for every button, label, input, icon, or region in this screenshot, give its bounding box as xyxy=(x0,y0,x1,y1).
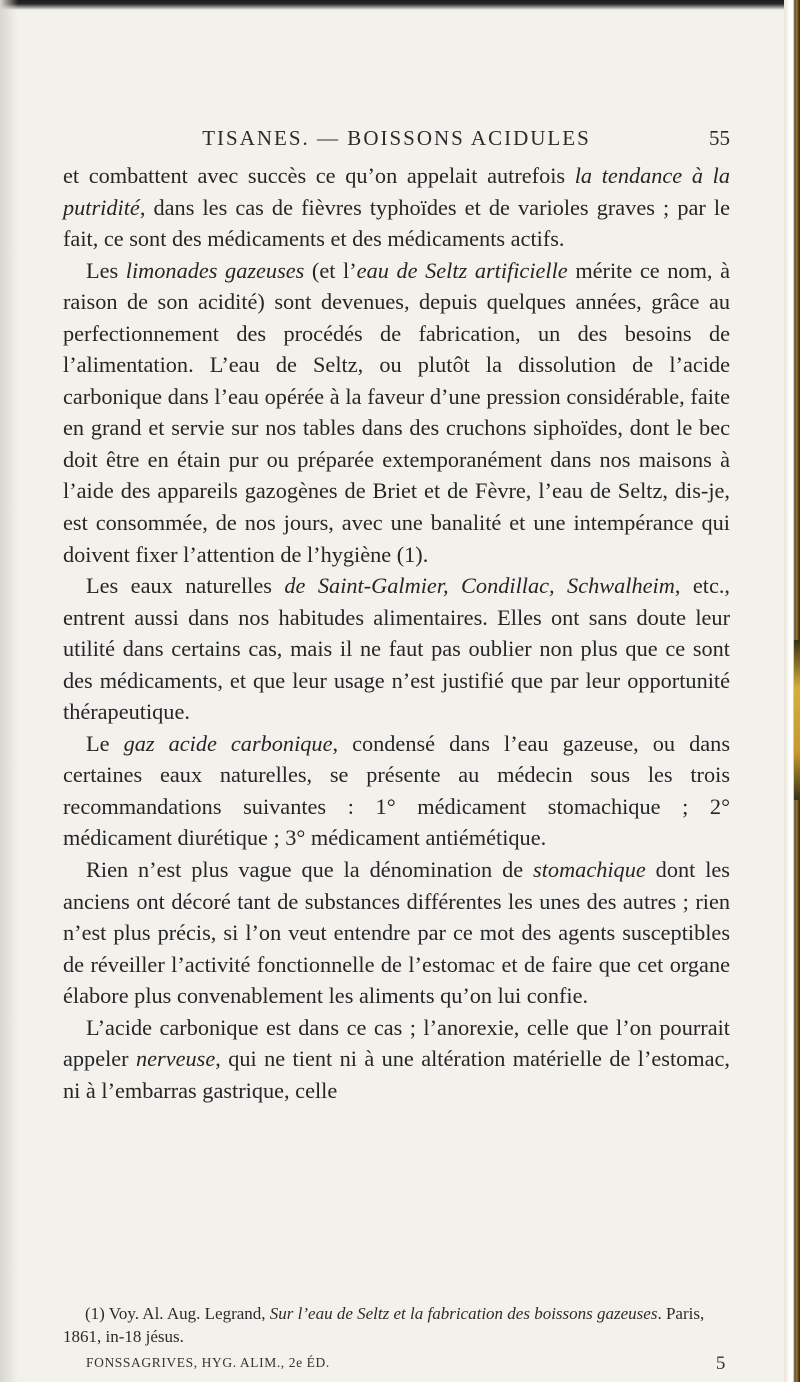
footnote-text xyxy=(63,1302,730,1348)
footnote xyxy=(63,1302,730,1348)
text-run: Les xyxy=(86,257,126,283)
italic-run: eau de Seltz artificielle xyxy=(356,257,568,283)
body-text xyxy=(63,160,730,1106)
text-run: , etc., entrent aussi dans nos habitudes alimentaires. Elles ont sans doute leur utilité dans certains cas, mais il ne faut pas oublier non plus que ce sont des médicaments, et que leur usage n’est justifié que par leur opportunité thérapeutique. xyxy=(63,573,730,725)
italic-run: limonades gazeuses xyxy=(125,257,305,283)
running-head xyxy=(63,126,730,154)
paragraph xyxy=(63,854,730,1012)
text-run: et combattent avec succès ce qu’on appelait autrefois xyxy=(63,163,575,188)
text-run: Les eaux naturelles xyxy=(86,573,285,599)
text-run: (1) Voy. Al. Aug. Legrand, xyxy=(85,1304,270,1323)
text-run: mérite ce nom, à raison de son acidité) sont devenues, depuis quelques années, grâce au perfectionnement des procédés de fabrication, un des besoins de l’alimentation. L’eau de Seltz, ou plutôt la dissolution de l’acide carbonique dans l’eau opérée à la faveur d’une pression considérable, faite en grand et servie sur nos tables dans des cruchons siphoïdes, dont le bec doit être en étain pur ou préparée extemporanément dans nos maisons à l’aide des appareils gazogènes de Briet et de Fèvre, l’eau de Seltz, dis-je, est consommée, de nos jours, avec une banalité et une intempérance qui doivent fixer l’attention de l’hygiène (1). xyxy=(63,257,730,567)
paragraph xyxy=(63,255,730,570)
scan-top-edge xyxy=(0,0,800,10)
text-run: Rien n’est plus vague que la dénomination de xyxy=(86,857,534,883)
paragraph xyxy=(63,1012,730,1107)
text-run: . Paris, 1861, in-18 jésus. xyxy=(63,1304,705,1346)
gutter-shadow xyxy=(0,0,18,1382)
text-run: , condensé dans l’eau gazeuse, ou dans certaines eaux naturelles, se présente au médecin sous les trois recommandations suivantes : 1° médicament stomachique ; 2° médicament diurétique ; 3° médicament antiémétique. xyxy=(63,730,730,851)
signature-line xyxy=(86,1355,726,1375)
scan-right-edge xyxy=(784,0,800,1382)
italic-run: stomachique xyxy=(533,857,646,883)
signature-text: FONSSAGRIVES, HYG. ALIM., 2e ÉD. xyxy=(86,1355,330,1370)
text-run: (et l’ xyxy=(304,257,357,283)
italic-run: gaz acide carbonique xyxy=(123,730,333,756)
page-number: 55 xyxy=(709,126,730,150)
text-run: , dans les cas de fièvres typhoïdes et de varioles graves ; par le fait, ce sont des médicaments et des médicaments actifs. xyxy=(63,194,730,252)
paragraph xyxy=(63,728,730,854)
paragraph xyxy=(63,570,730,728)
running-title: TISANES. — BOISSONS ACIDULES xyxy=(202,126,591,150)
paragraph xyxy=(63,160,730,255)
italic-run: Sur l’eau de Seltz et la fabrication des boissons gazeuses xyxy=(269,1304,658,1323)
text-run: Le xyxy=(86,730,124,756)
signature-mark: 5 xyxy=(715,1353,726,1374)
text-run: dont les anciens ont décoré tant de substances différentes les unes des autres ; rien n’est plus précis, si l’on veut entendre par ce mot des agents susceptibles de réveiller l’activité fonctionnelle de l’estomac et de faire que cet organe élabore plus convenablement les aliments qu’on lui confie. xyxy=(63,857,730,1009)
italic-run: nerveuse xyxy=(136,1046,216,1072)
italic-run: de Saint-Galmier, Condillac, Schwalheim xyxy=(284,573,675,599)
text-run: , qui ne tient ni à une altération matérielle de l’estomac, ni à l’embarras gastrique, celle xyxy=(63,1046,731,1103)
gilt-edge xyxy=(794,640,800,800)
text-run: L’acide carbonique est dans ce cas ; l’anorexie, celle que l’on pourrait appeler xyxy=(63,1014,730,1072)
italic-run: la tendance à la putridité xyxy=(63,163,730,220)
